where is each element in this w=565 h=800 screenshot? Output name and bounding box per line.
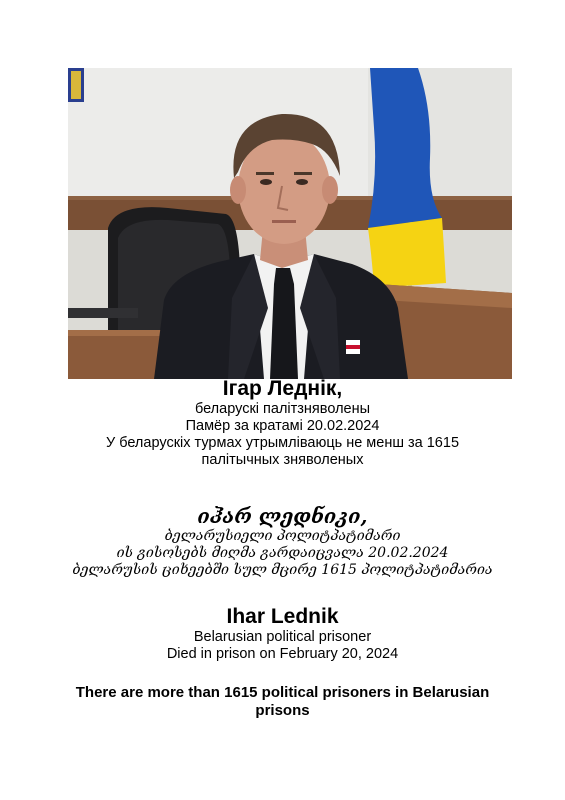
name-belarusian: Ігар Леднік, bbox=[222, 377, 343, 400]
footer-line-2: prisons bbox=[255, 702, 310, 719]
death-date-belarusian: Памёр за кратамі 20.02.2024 bbox=[185, 418, 380, 434]
name-english: Ihar Lednik bbox=[226, 605, 339, 628]
footer-line-1: There are more than 1615 political prisoners in Belarusian bbox=[75, 684, 490, 701]
death-date-english: Died in prison on February 20, 2024 bbox=[166, 646, 399, 662]
death-date-georgian: ის გისოსებს მიღმა გარდაიცვალა 20.02.2024 bbox=[116, 545, 449, 561]
georgian-text-block bbox=[0, 504, 565, 579]
tie bbox=[270, 268, 298, 379]
prisoners-count-belarusian: У беларускіх турмах утрымліваюць не менш за 1615 bbox=[105, 435, 460, 451]
status-belarusian: беларускі палітзняволены bbox=[194, 401, 371, 417]
belarusian-text-block bbox=[0, 377, 565, 469]
portrait-photo bbox=[68, 68, 512, 379]
status-english: Belarusian political prisoner bbox=[193, 629, 372, 645]
status-georgian: ბელარუსიელი პოლიტპატიმარი bbox=[164, 528, 401, 544]
english-text-block bbox=[0, 605, 565, 663]
prisoners-count-belarusian-cont: палітычных зняволеных bbox=[201, 452, 364, 468]
ukraine-flag-yellow bbox=[368, 218, 446, 288]
prisoners-count-georgian: ბელარუსის ციხეებში სულ მცირე 1615 პოლიტპატიმარია bbox=[72, 562, 493, 578]
name-georgian: იჰარ ლედნიკი, bbox=[197, 504, 368, 528]
footer-text-block bbox=[0, 684, 565, 720]
portrait-photo-illustration bbox=[68, 68, 512, 379]
